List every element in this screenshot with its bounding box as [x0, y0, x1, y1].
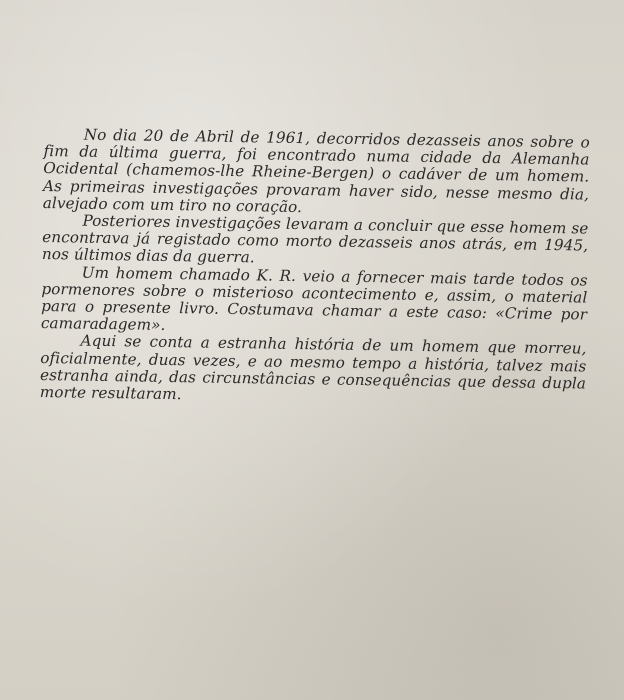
paragraph-4: Aqui se conta a estranha história de um homem que morreu, oficialmente, duas vezes, e ao mesmo tempo a história, talvez mais estranha ainda, das circunstâncias e consequências que dessa dupla morte resultaram. [39, 332, 587, 404]
paragraph-1: No dia 20 de Abril de 1961, decorridos dezasseis anos sobre o fim da última guerra, foi encontrado numa cidade da Alemanha Ocidental (chamemos-lhe Rheine-Bergen) o cadáver de um homem. As primeiras investigações provaram haver sido, nesse mesmo dia, alvejado com um tiro no coração. [42, 125, 590, 216]
paragraph-2: Posteriores investigações levaram a concluir que esse homem se encontrava já registado como morto dezasseis anos atrás, em 1945, nos últimos dias da guerra. [41, 211, 589, 267]
printed-text-block [40, 126, 590, 410]
paragraph-3: Um homem chamado K. R. veio a fornecer mais tarde todos os pormenores sobre o misterioso acontecimento e, assim, o material para o presente livro. Costumava chamar a este caso: «Crime por camaradagem». [40, 263, 588, 335]
